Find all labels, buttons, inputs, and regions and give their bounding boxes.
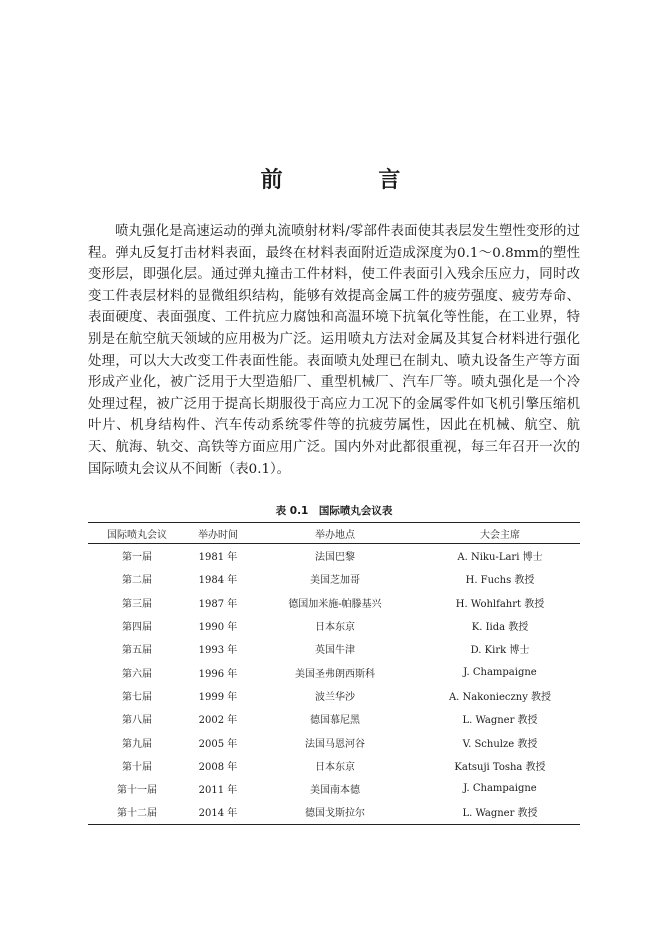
- cell-year: 2002 年: [198, 715, 238, 727]
- cell-chair: A. Nakonieczny 教授: [448, 691, 552, 703]
- cell-year: 1987 年: [198, 598, 238, 610]
- table-row: [88, 614, 580, 637]
- cell-location: 美国南本德: [310, 785, 360, 797]
- cell-year: 2014 年: [186, 800, 250, 824]
- cell-chair: V. Schulze 教授: [462, 738, 538, 750]
- table-row: [88, 544, 580, 568]
- cell-location: 德国加米施-帕滕基兴: [288, 598, 382, 610]
- column-header-location: 举办地点: [250, 523, 420, 544]
- cell-chair: H. Fuchs 教授: [465, 575, 535, 587]
- table-row: [88, 567, 580, 590]
- cell-year: 1990 年: [198, 622, 238, 634]
- cell-location: 日本东京: [315, 761, 355, 773]
- body-paragraph: 喷丸强化是高速运动的弹丸流喷射材料/零部件表面使其表层发生塑性变形的过程。弹丸反复打击材料表面，最终在材料表面附近造成深度为0.1～0.8mm的塑性变形层，即强化层。通过弹丸撞击工件材料，使工件表面引入残余压应力，同时改变工件表层材料的显微组织结构，能够有效提高金属工件的疲劳强度、疲劳寿命、表面硬度、表面强度、工件抗应力腐蚀和高温环境下抗氧化等性能，在工业界，特别是在航空航天领域的应用极为广泛。运用喷丸方法对金属及其复合材料进行强化处理，可以大大改变工件表面性能。表面喷丸处理已在制丸、喷丸设备生产等方面形成产业化，被广泛用于大型造船厂、重型机械厂、汽车厂等。喷丸强化是一个冷处理过程，被广泛用于提高长期服役于高应力工况下的金属零件如飞机引擎压缩机叶片、机身结构件、汽车传动系统零件等的抗疲劳属性，因此在机械、航空、航天、航海、轨交、高铁等方面应用广泛。国内外对此都很重视，每三年召开一次的国际喷丸会议从不间断（表0.1）。: [88, 224, 580, 477]
- cell-year: 2008 年: [198, 761, 238, 773]
- cell-year: 1999 年: [198, 691, 238, 703]
- cell-chair: Katsuji Tosha 教授: [454, 761, 546, 773]
- column-header-session: 国际喷丸会议: [88, 523, 186, 544]
- page-title: 前 言: [260, 167, 445, 193]
- cell-year: 1996 年: [198, 668, 238, 680]
- cell-session: 第七届: [122, 691, 152, 703]
- column-header-year: 举办时间: [186, 523, 250, 544]
- cell-chair: J. Champaigne: [463, 666, 537, 678]
- cell-chair: K. Iida 教授: [471, 622, 529, 634]
- cell-year: 1993 年: [198, 645, 238, 657]
- cell-location: 德国戈斯拉尔: [250, 800, 420, 824]
- cell-session: 第八届: [122, 715, 152, 727]
- cell-year: 1984 年: [198, 575, 238, 587]
- cell-session: 第二届: [122, 575, 152, 587]
- meetings-table: [88, 522, 580, 825]
- table-row: [88, 707, 580, 730]
- cell-chair: J. Champaigne: [463, 783, 537, 795]
- cell-location: 德国慕尼黑: [310, 715, 360, 727]
- cell-session: 第十一届: [117, 785, 157, 797]
- cell-chair: D. Kirk 博士: [470, 645, 530, 657]
- table-row: [88, 777, 580, 800]
- cell-session: 第九届: [122, 738, 152, 750]
- cell-session: 第五届: [122, 645, 152, 657]
- cell-session: 第三届: [122, 598, 152, 610]
- table-row: [88, 684, 580, 707]
- cell-session: 第十届: [122, 761, 152, 773]
- cell-location: 美国圣弗朗西斯科: [295, 668, 375, 680]
- cell-location: 日本东京: [315, 622, 355, 634]
- cell-session: 第一届: [122, 552, 152, 564]
- cell-chair: L. Wagner 教授: [420, 800, 580, 824]
- cell-session: 第十二届: [88, 800, 186, 824]
- cell-year: 2005 年: [198, 738, 238, 750]
- cell-chair: A. Niku-Lari 博士: [457, 552, 543, 564]
- cell-session: 第六届: [122, 668, 152, 680]
- table-row: [88, 800, 580, 824]
- table-row: [88, 754, 580, 777]
- cell-year: 1981 年: [198, 552, 238, 564]
- cell-location: 法国巴黎: [315, 552, 355, 564]
- table-header-row: [88, 523, 580, 544]
- cell-year: 2011 年: [198, 785, 238, 797]
- cell-location: 法国马恩河谷: [305, 738, 365, 750]
- table-row: [88, 591, 580, 614]
- table-caption: 表 0.1 国际喷丸会议表: [275, 505, 393, 517]
- table-row: [88, 637, 580, 660]
- cell-location: 波兰华沙: [315, 691, 355, 703]
- column-header-chair: 大会主席: [420, 523, 580, 544]
- cell-chair: L. Wagner 教授: [462, 715, 538, 727]
- table-row: [88, 730, 580, 753]
- cell-location: 美国芝加哥: [310, 575, 360, 587]
- cell-session: 第四届: [122, 622, 152, 634]
- table-row: [88, 660, 580, 683]
- cell-chair: H. Wohlfahrt 教授: [455, 598, 545, 610]
- cell-location: 英国牛津: [315, 645, 355, 657]
